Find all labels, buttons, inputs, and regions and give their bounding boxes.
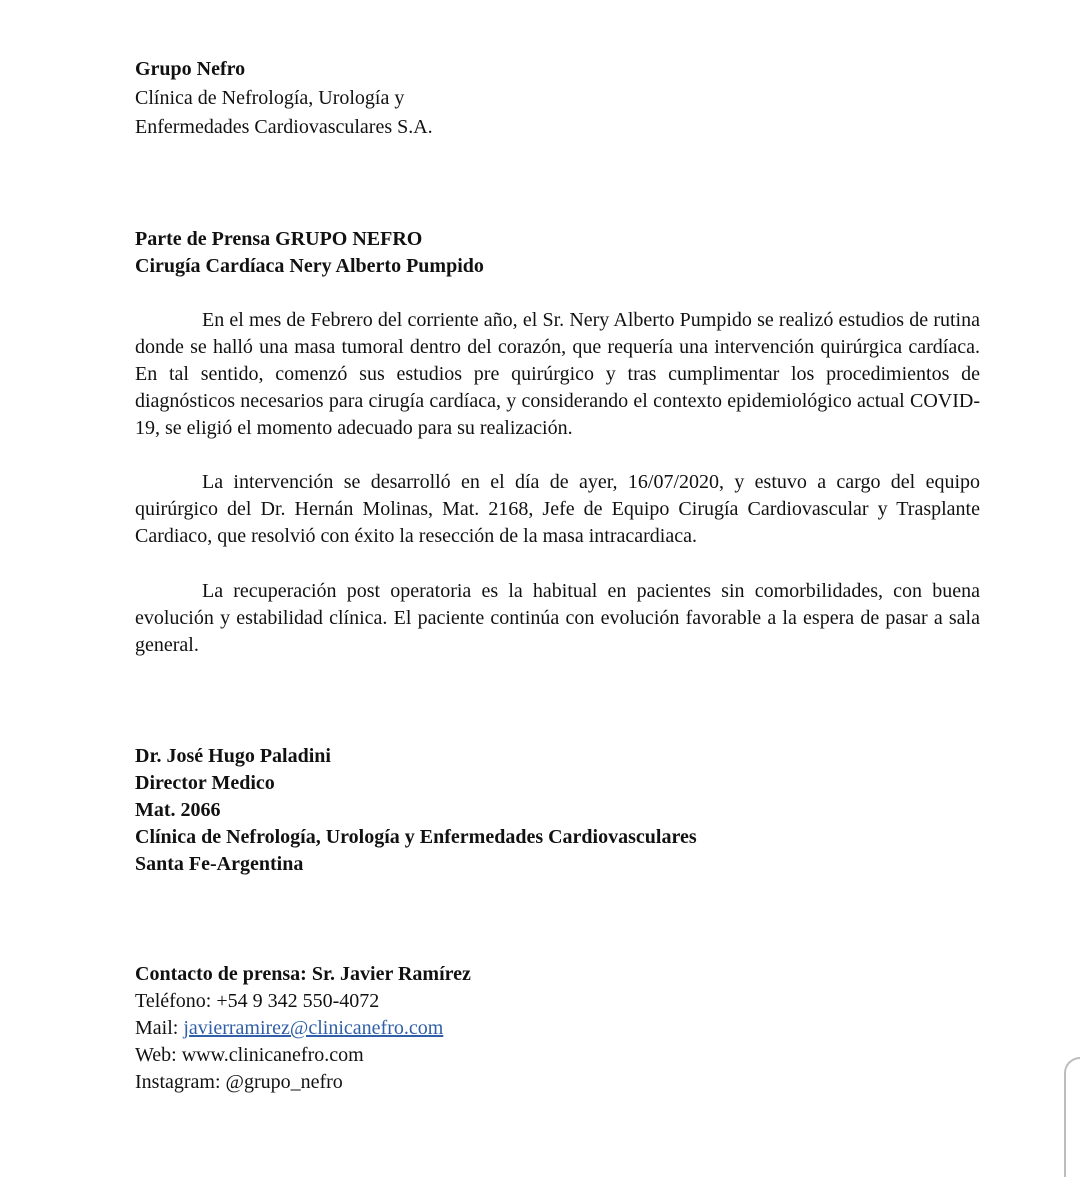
- body-paragraph-3: La recuperación post operatoria es la habitual en pacientes sin comorbilidades, con buena evolución y estabilidad clínica. El paciente continúa con evolución favorable a la espera de pasar a sala general.: [135, 580, 980, 656]
- page-corner-edge: [1064, 1057, 1080, 1177]
- org-subtitle-line1: Clínica de Nefrología, Urología y: [135, 87, 405, 109]
- press-release-title: Parte de Prensa GRUPO NEFRO: [135, 228, 423, 250]
- signature-role: Director Medico: [135, 772, 275, 794]
- contact-phone: Teléfono: +54 9 342 550-4072: [135, 990, 380, 1012]
- signature-name: Dr. José Hugo Paladini: [135, 745, 331, 767]
- org-name: Grupo Nefro: [135, 58, 246, 80]
- contact-mail-link[interactable]: javierramirez@clinicanefro.com: [183, 1017, 444, 1039]
- contact-instagram: Instagram: @grupo_nefro: [135, 1071, 343, 1093]
- press-release-subject: Cirugía Cardíaca Nery Alberto Pumpido: [135, 255, 484, 277]
- org-subtitle-line2: Enfermedades Cardiovasculares S.A.: [135, 116, 433, 138]
- contact-mail-label: Mail:: [135, 1017, 184, 1039]
- contact-web: Web: www.clinicanefro.com: [135, 1044, 364, 1066]
- signature-license: Mat. 2066: [135, 799, 221, 821]
- signature-institution: Clínica de Nefrología, Urología y Enfermedades Cardiovasculares: [135, 826, 697, 848]
- contact-mail-row: [135, 1015, 443, 1042]
- body-paragraph-2: La intervención se desarrolló en el día de ayer, 16/07/2020, y estuvo a cargo del equipo quirúrgico del Dr. Hernán Molinas, Mat. 2168, Jefe de Equipo Cirugía Cardiovascular y Trasplante Cardiaco, que resolvió con éxito la resección de la masa intracardiaca.: [135, 471, 980, 547]
- signature-location: Santa Fe-Argentina: [135, 853, 304, 875]
- body-paragraph-1: En el mes de Febrero del corriente año, el Sr. Nery Alberto Pumpido se realizó estudios de rutina donde se halló una masa tumoral dentro del corazón, que requería una intervención quirúrgica cardíaca. En tal sentido, comenzó sus estudios pre quirúrgico y tras cumplimentar los procedimientos de diagnósticos necesarios para cirugía cardíaca, y considerando el contexto epidemiológico actual COVID-19, se eligió el momento adecuado para su realización.: [135, 309, 980, 439]
- contact-heading: Contacto de prensa: Sr. Javier Ramírez: [135, 963, 471, 985]
